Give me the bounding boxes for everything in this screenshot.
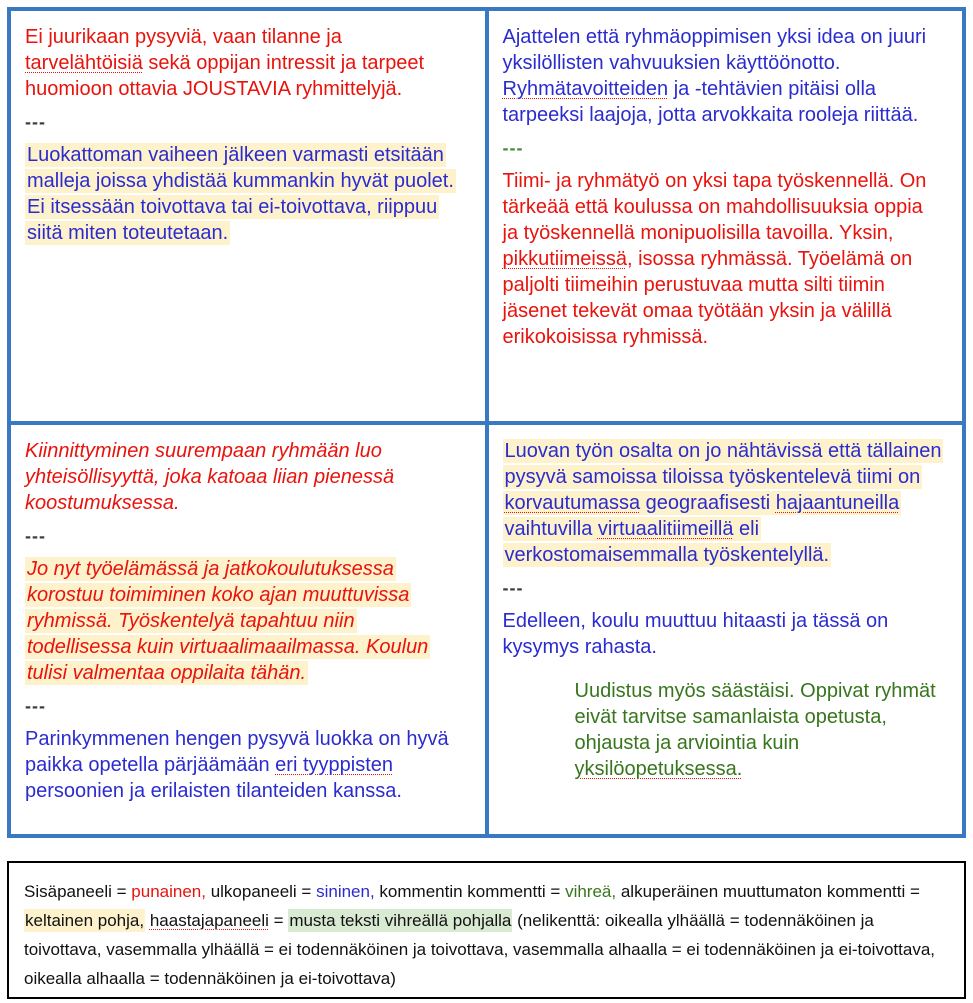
quadrant-bottom-left <box>11 425 485 835</box>
legend-segment: = <box>268 911 289 930</box>
comment-paragraph: Kiinnittyminen suurempaan ryhmään luo yhteisöllisyyttä, joka katoaa liian pienessä koostumuksessa. <box>25 439 395 514</box>
legend-segment: (nelikenttä: oikealla ylhäällä = todennäköinen ja toivottava, vasemmalla ylhäällä = ei todennäköinen ja toivottava, vasemmalla alhaalla = ei todennäköinen ja ei-toivottava, oikealla alhaalla = todennäköinen ja ei-toivottava) <box>24 911 935 988</box>
legend-segment: haastajapaneeli <box>149 911 269 930</box>
comment-paragraph: Ei juurikaan pysyviä, vaan tilanne ja tarvelähtöisiä sekä oppijan intressit ja tarpeet huomioon ottavia JOUSTAVIA ryhmittelyjä. <box>25 26 425 100</box>
legend-segment: ulkopaneeli = <box>205 882 317 901</box>
comment-paragraph: Parinkymmenen hengen pysyvä luokka on hyvä paikka opetella pärjäämään eri tyyppisten persoonien ja erilaisten tilanteiden kanssa. <box>25 727 449 802</box>
comment-paragraph: Ajattelen että ryhmäoppimisen yksi idea on juuri yksilöllisten vahvuuksien käyttöönotto. Ryhmätavoitteiden ja -tehtävien pitäisi olla tarpeeksi laajoja, jotta arvokkaita rooleja riittää. <box>502 26 927 126</box>
quadrant-top-right <box>489 11 963 421</box>
separator: --- <box>25 112 46 132</box>
legend-segment: alkuperäinen muuttumaton kommentti = <box>616 882 920 901</box>
legend-segment: keltainen pohja, <box>25 911 145 930</box>
legend-segment: musta teksti vihreällä pohjalla <box>289 911 512 930</box>
comment-paragraph: Jo nyt työelämässä ja jatkokoulutuksessa korostuu toimiminen koko ajan muuttuvissa ryhmissä. Työskentelyä tapahtuu niin todellisessa kuin virtuaalimaailmassa. Koulun tulisi valmentaa oppilaita tähän. <box>27 557 429 684</box>
four-field-grid <box>7 7 966 838</box>
comment-paragraph: Luovan työn osalta on jo nähtävissä että tällainen pysyvä samoissa tiloissa työskentelevä tiimi on korvautumassa geograafisesti hajaantuneilla vaihtuvilla virtuaalitiimeillä eli verkostomaisemmalla työskentelyllä. <box>504 439 942 566</box>
legend-segment: punainen, <box>131 882 206 901</box>
quadrant-bottom-right <box>489 425 963 835</box>
comment-paragraph: Tiimi- ja ryhmätyö on yksi tapa työskennellä. On tärkeää että koulussa on mahdollisuuksia oppia ja työskennellä monipuolisilla tavoilla. Yksin, pikkutiimeissä, isossa ryhmässä. Työelämä on paljolti tiimeihin perustuvaa mutta silti tiimin jäsenet tekevät omaa työtään yksin ja välillä erikokoisissa ryhmissä. <box>502 170 927 348</box>
separator: --- <box>502 138 524 158</box>
comment-paragraph: Luokattoman vaiheen jälkeen varmasti etsitään malleja joissa yhdistää kummankin hyvät puolet. Ei itsessään toivottava tai ei-toivottava, riippuu siitä miten toteutetaan. <box>27 144 454 244</box>
legend-text <box>24 882 935 988</box>
separator: --- <box>25 695 46 716</box>
comment-paragraph: Uudistus myös säästäisi. Oppivat ryhmät eivät tarvitse samanlaista opetusta, ohjausta ja arviointia kuin yksilöopetuksessa. <box>574 679 936 780</box>
legend-segment: vihreä, <box>565 882 617 901</box>
quadrant-top-left <box>11 11 485 421</box>
separator: --- <box>25 525 46 546</box>
comment-paragraph: Edelleen, koulu muuttuu hitaasti ja tässä on kysymys rahasta. <box>502 609 889 658</box>
legend-segment: Sisäpaneeli = <box>24 882 132 901</box>
legend-segment: kommentin kommentti = <box>374 882 566 901</box>
separator: --- <box>502 577 524 598</box>
legend-box <box>7 861 966 999</box>
legend-segment: sininen, <box>316 882 375 901</box>
